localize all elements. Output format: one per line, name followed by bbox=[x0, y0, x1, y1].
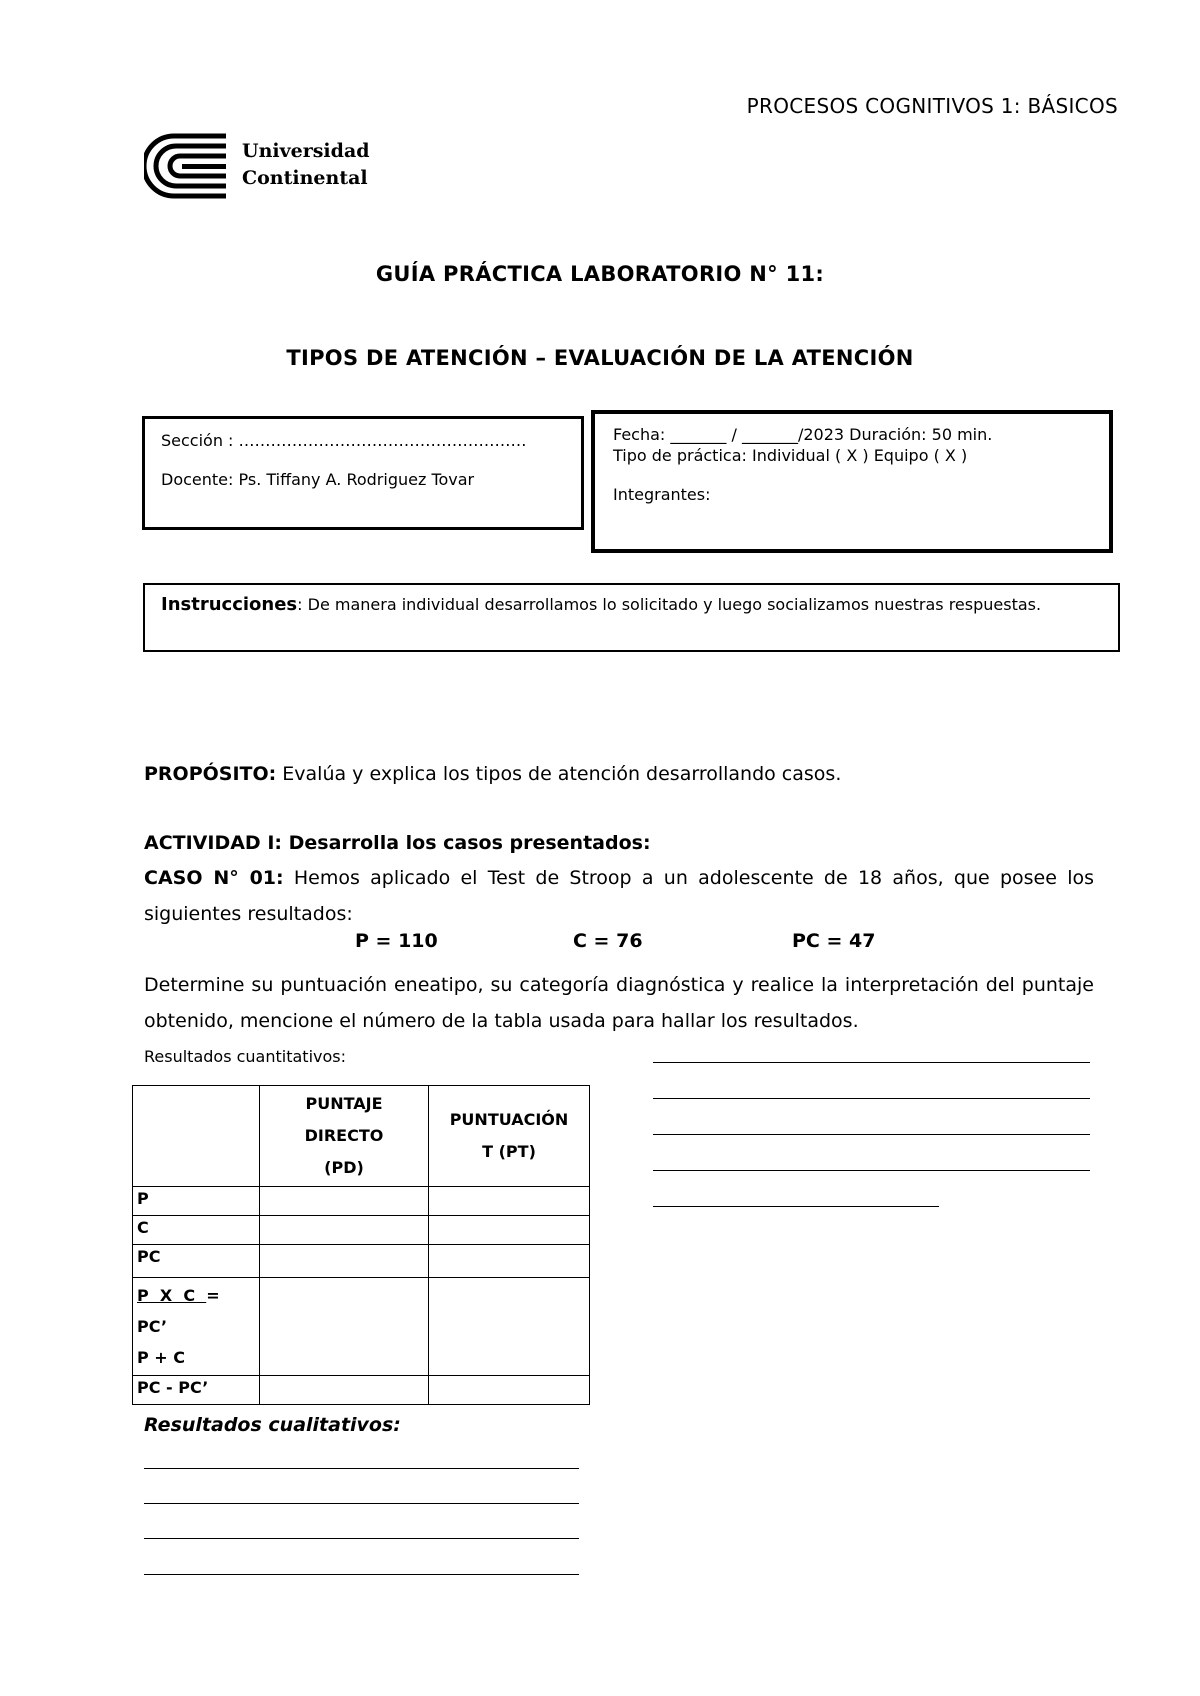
cell-p-pd[interactable] bbox=[260, 1187, 429, 1216]
purpose-label: PROPÓSITO: bbox=[144, 763, 277, 785]
cell-c-pd[interactable] bbox=[260, 1216, 429, 1245]
cell-diff-pd[interactable] bbox=[260, 1376, 429, 1405]
header-t-score: PUNTUACIÓN T (PT) bbox=[429, 1086, 590, 1187]
answer-line[interactable] bbox=[653, 1206, 939, 1207]
quantitative-label: Resultados cuantitativos: bbox=[144, 1047, 346, 1066]
answer-line[interactable] bbox=[653, 1170, 1090, 1171]
cell-diff-pt[interactable] bbox=[429, 1376, 590, 1405]
date-field: Fecha: _______ / _______/2023 Duración: 50 min. bbox=[613, 425, 993, 444]
case-paragraph bbox=[144, 860, 1094, 932]
score-c: C = 76 bbox=[573, 930, 643, 952]
cell-formula-pt[interactable] bbox=[429, 1278, 590, 1376]
section-teacher-box bbox=[142, 416, 584, 530]
table-corner-cell bbox=[133, 1086, 260, 1187]
qualitative-line[interactable] bbox=[144, 1574, 579, 1575]
case-label: CASO N° 01: bbox=[144, 867, 284, 889]
header-direct-score: PUNTAJE DIRECTO (PD) bbox=[260, 1086, 429, 1187]
date-type-box bbox=[591, 410, 1113, 553]
table-row bbox=[133, 1187, 590, 1216]
cell-pc-pd[interactable] bbox=[260, 1245, 429, 1278]
score-pc: PC = 47 bbox=[792, 930, 876, 952]
answer-line[interactable] bbox=[653, 1062, 1090, 1063]
activity-title: ACTIVIDAD I: Desarrolla los casos presentados: bbox=[144, 832, 651, 854]
case-text: Hemos aplicado el Test de Stroop a un adolescente de 18 años, que posee los siguientes resultados: bbox=[144, 867, 1095, 925]
logo-wordmark: Universidad Continental bbox=[242, 140, 370, 189]
table-row bbox=[133, 1245, 590, 1278]
qualitative-line[interactable] bbox=[144, 1538, 579, 1539]
row-label-pc: PC bbox=[133, 1245, 260, 1278]
cell-pc-pt[interactable] bbox=[429, 1245, 590, 1278]
practice-type-field: Tipo de práctica: Individual ( X ) Equipo ( X ) bbox=[613, 446, 968, 465]
instructions-text: : De manera individual desarrollamos lo solicitado y luego socializamos nuestras respuestas. bbox=[297, 595, 1042, 614]
qualitative-line[interactable] bbox=[144, 1503, 579, 1504]
instructions-box bbox=[143, 583, 1120, 652]
score-p: P = 110 bbox=[355, 930, 438, 952]
row-label-p: P bbox=[133, 1187, 260, 1216]
section-field: Sección : ……………………………………………… bbox=[161, 431, 527, 450]
guide-title: GUÍA PRÁCTICA LABORATORIO N° 11: bbox=[375, 262, 825, 286]
university-logo bbox=[144, 132, 384, 202]
qualitative-line[interactable] bbox=[144, 1468, 579, 1469]
instructions-label: Instrucciones bbox=[161, 594, 298, 615]
course-header: PROCESOS COGNITIVOS 1: BÁSICOS bbox=[746, 94, 1118, 118]
answer-line[interactable] bbox=[653, 1098, 1090, 1099]
results-table bbox=[132, 1085, 590, 1405]
task-paragraph: Determine su puntuación eneatipo, su categoría diagnóstica y realice la interpretación del puntaje obtenido, mencione el número de la tabla usada para hallar los resultados. bbox=[144, 974, 1094, 1032]
answer-line[interactable] bbox=[653, 1134, 1090, 1135]
table-row bbox=[133, 1216, 590, 1245]
qualitative-label: Resultados cualitativos: bbox=[144, 1414, 401, 1436]
members-field: Integrantes: bbox=[613, 485, 711, 504]
cell-c-pt[interactable] bbox=[429, 1216, 590, 1245]
cell-formula-pd[interactable] bbox=[260, 1278, 429, 1376]
table-row bbox=[133, 1278, 590, 1376]
row-label-c: C bbox=[133, 1216, 260, 1245]
teacher-field: Docente: Ps. Tiffany A. Rodriguez Tovar bbox=[161, 470, 475, 489]
purpose-paragraph bbox=[144, 756, 1094, 792]
logo-mark-icon bbox=[144, 132, 230, 200]
row-label-pc-diff: PC - PC’ bbox=[133, 1376, 260, 1405]
cell-p-pt[interactable] bbox=[429, 1187, 590, 1216]
table-header-row bbox=[133, 1086, 590, 1187]
purpose-text: Evalúa y explica los tipos de atención desarrollando casos. bbox=[276, 763, 842, 785]
row-label-formula: P X C = PC’ P + C bbox=[133, 1278, 260, 1376]
guide-subtitle: TIPOS DE ATENCIÓN – EVALUACIÓN DE LA ATENCIÓN bbox=[286, 346, 914, 370]
table-row bbox=[133, 1376, 590, 1405]
